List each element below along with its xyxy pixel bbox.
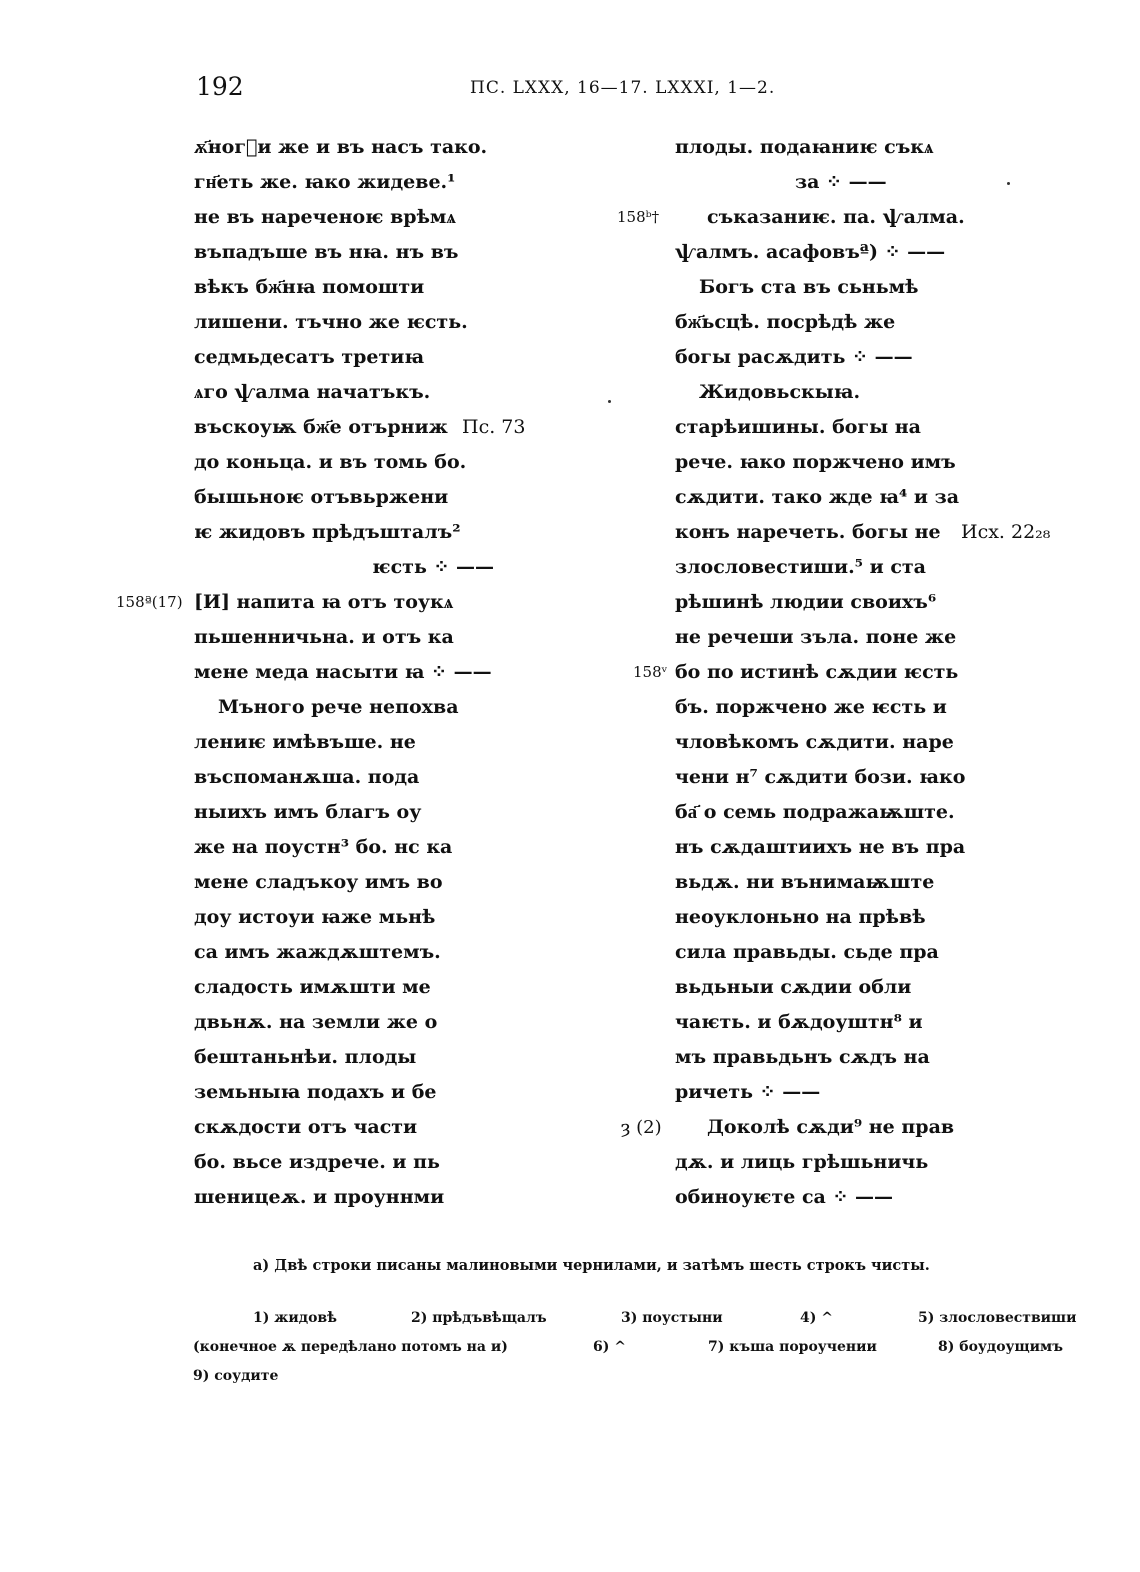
text-line: вѣкъ бж҃нꙗ помошти <box>194 276 425 298</box>
folio-mark: 158ª(17) <box>116 593 183 611</box>
text-line: двьнѫ. на земли же о <box>194 1011 438 1033</box>
text-line: бж҃ьсцѣ. посрѣдѣ же <box>675 311 896 333</box>
variant-readings <box>193 1310 1077 1397</box>
footnote-a: а) Двѣ строки писаны малиновыми чернилами, и затѣмъ шесть строкъ чисты. <box>253 1257 930 1274</box>
variant-reading: 1) жидовѣ <box>253 1310 337 1326</box>
text-line: не речеши зъла. поне же <box>675 626 957 648</box>
folio-mark: 158ᵇ† <box>617 208 660 226</box>
text-line-content: съказаниѥ. па. ѱалма. <box>707 206 965 228</box>
text-line-content: [И] напита ꙗ отъ тоукѧ <box>194 591 454 613</box>
text-line: ба҃ о семь подражаѭште. <box>675 801 955 823</box>
text-line: бъ. поржчено же ѥсть и <box>675 696 947 718</box>
variant-reading: 9) соудите <box>193 1368 279 1384</box>
text-line: же на поустн³ бо. нс ка <box>194 836 453 858</box>
text-line: седмьдесатъ третиꙗ <box>194 346 425 368</box>
text-line: лениѥ имѣвъше. не <box>194 731 416 753</box>
text-line-content: Доколѣ сѫди⁹ не прав <box>707 1116 955 1138</box>
running-head: ПС. LXXX, 16—17. LXXXI, 1—2. <box>470 78 776 98</box>
text-line <box>633 655 975 690</box>
text-line-content: въскоуѭ бж҃е отърниж <box>194 416 448 438</box>
text-line: мене меда насыти ꙗ ⁘ —— <box>194 661 492 683</box>
text-line <box>675 515 1051 550</box>
text-line: пьшенничьна. и отъ ка <box>194 626 454 648</box>
text-line <box>621 1110 975 1145</box>
variant-reading: 6) ^ <box>593 1339 626 1355</box>
text-line: Мъного рече непохва <box>218 696 459 718</box>
text-line: сладость имѫшти ме <box>194 976 431 998</box>
text-line: земьныꙗ подахъ и бе <box>194 1081 437 1103</box>
text-line: бышьноѥ отъвьржени <box>194 486 449 508</box>
text-line: Жидовьскыꙗ. <box>699 381 861 403</box>
text-line: Богъ ста въ сьньмѣ <box>699 276 919 298</box>
text-line-content: конъ наречеть. богы не <box>675 521 941 543</box>
left-column <box>116 130 554 1215</box>
variant-row <box>193 1310 1077 1339</box>
text-line: шеницеѫ. и проуннми <box>194 1186 445 1208</box>
variant-reading: 8) боудоущимъ <box>938 1339 1063 1355</box>
text-line: дѫ. и лиць грѣшьничь <box>675 1151 929 1173</box>
right-column <box>617 130 1051 1215</box>
text-line: въпадъше въ нꙗ. нъ въ <box>194 241 459 263</box>
text-line: обиноуѥте са ⁘ —— <box>675 1186 893 1208</box>
text-line <box>194 410 554 445</box>
text-line: не въ нареченоѥ врѣмѧ <box>194 206 456 228</box>
text-line: злословестиши.⁵ и ста <box>675 556 926 578</box>
text-line: доу истоуи ꙗже мьнѣ <box>194 906 436 928</box>
text-line: вьдьныи сѫдии обли <box>675 976 912 998</box>
text-line <box>116 585 554 620</box>
text-line: ѥсть ⁘ —— <box>372 556 494 578</box>
folio-mark: 158ᵛ <box>633 663 668 681</box>
text-line: лишени. тъчно же ѥсть. <box>194 311 468 333</box>
text-line: богы расѫдить ⁘ —— <box>675 346 913 368</box>
variant-reading: 7) къша пороучении <box>708 1339 877 1355</box>
variant-reading: 5) злословествиши <box>918 1310 1077 1326</box>
text-line: ныихъ имъ благъ оу <box>194 801 422 823</box>
text-line: ѫ҃ногⷢи же и въ насъ тако. <box>194 136 488 158</box>
page-number: 192 <box>196 72 244 101</box>
text-line <box>617 200 975 235</box>
variant-row <box>193 1368 1073 1397</box>
variant-row <box>193 1339 1073 1368</box>
verse-mark: ȝ (2) <box>621 1117 662 1138</box>
text-line: мене сладъкоу имъ во <box>194 871 443 893</box>
text-line: нъ сѫдаштиихъ не въ пра <box>675 836 966 858</box>
text-line: до коньца. и въ томь бо. <box>194 451 467 473</box>
text-line-content: бо по истинѣ сѫдии ѥсть <box>675 661 959 683</box>
text-line: мъ правьдьнъ сѫдъ на <box>675 1046 930 1068</box>
variant-reading: (конечное ѫ передѣлано потомъ на и) <box>193 1339 508 1355</box>
text-line: гн҃еть же. ꙗко жидеве.¹ <box>194 171 456 193</box>
text-line: бо. вьсе издрече. и пь <box>194 1151 440 1173</box>
text-line: чени н⁷ сѫдити бози. ꙗко <box>675 766 966 788</box>
text-line: плоды. подаꙗниѥ съкѧ <box>675 136 934 158</box>
text-line: рѣшинѣ людии своихъ⁶ <box>675 591 937 613</box>
text-line: чаѥть. и бѫдоуштн⁸ и <box>675 1011 923 1033</box>
text-line: чловѣкомъ сѫдити. наре <box>675 731 954 753</box>
text-line: ѧго ѱалма начатъкъ. <box>194 381 431 403</box>
text-line: за ⁘ —— <box>795 171 887 193</box>
text-line: ѱалмъ. асафовъª) ⁘ —— <box>675 241 946 263</box>
text-line: неоуклоньно на прѣвѣ <box>675 906 926 928</box>
text-line: сѫдити. тако жде ꙗ⁴ и за <box>675 486 960 508</box>
text-line: скѫдости отъ части <box>194 1116 418 1138</box>
margin-reference: Исх. 22₂₈ <box>961 521 1051 543</box>
text-line: ричеть ⁘ —— <box>675 1081 821 1103</box>
variant-reading: 3) поустыни <box>621 1310 723 1326</box>
text-line: старѣишины. богы на <box>675 416 921 438</box>
text-line: бештаньнѣи. плоды <box>194 1046 417 1068</box>
text-line: ѥ жидовъ прѣдъшталъ² <box>194 521 461 543</box>
text-line: рече. ꙗко поржчено имъ <box>675 451 956 473</box>
text-line: въспоманѫша. пода <box>194 766 420 788</box>
text-line: са имъ жаждѫштемъ. <box>194 941 441 963</box>
text-line: сила правьды. сьде пра <box>675 941 939 963</box>
margin-reference: Пс. 73 <box>462 416 526 438</box>
variant-reading: 2) прѣдъвѣщалъ <box>411 1310 547 1326</box>
variant-reading: 4) ^ <box>800 1310 833 1326</box>
text-line: вьдѫ. ни вънимаѭште <box>675 871 935 893</box>
scan-speck <box>1007 182 1010 185</box>
scan-speck <box>608 400 611 403</box>
